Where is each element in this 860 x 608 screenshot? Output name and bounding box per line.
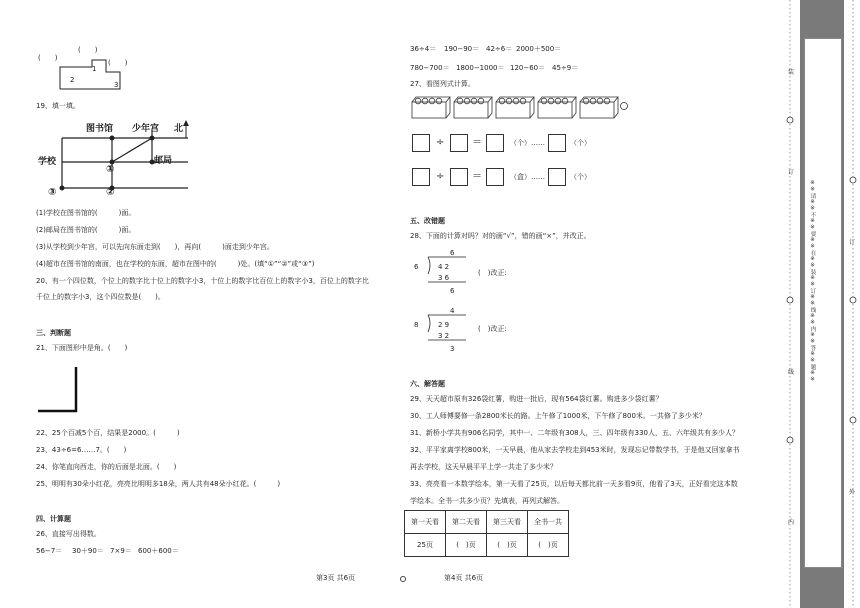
- calc-item: 780−700＝: [410, 64, 450, 72]
- dividend: 4 2: [438, 263, 450, 271]
- unit-label: （个）……: [510, 139, 545, 147]
- calc-item: 45÷9＝: [552, 64, 579, 72]
- q21: 21、下面图形中是角。( ): [36, 344, 128, 352]
- q18-mark: 1: [92, 65, 97, 73]
- correction-note: ( )改正:: [478, 325, 507, 333]
- equals-sign: ＝: [472, 171, 482, 182]
- calc-item: 7×9＝: [110, 547, 132, 555]
- page-number-right: 第4页 共6页: [444, 574, 484, 582]
- answer-box[interactable]: [486, 134, 504, 152]
- answer-box[interactable]: [450, 134, 468, 152]
- q28: 28、下面的计算对吗？对的画“√”，错的画“×”，并改正。: [410, 232, 591, 240]
- map-library: 图书馆: [86, 124, 114, 134]
- binding-mark-install: 装: [788, 69, 795, 76]
- product: 3 6: [438, 274, 450, 282]
- long-division-2: [414, 306, 474, 356]
- calc-item: 30＋90＝: [72, 547, 104, 555]
- binding-mark-inner: 内: [788, 519, 795, 526]
- binding-outer-mark: 外: [849, 489, 856, 496]
- q32-line-2: 再去学校，这天早晨平平上学一共走了多少米？: [410, 463, 557, 471]
- q22: 22、25个百减5个百，结果是2000。( ): [36, 429, 180, 437]
- q19-title: 19、填一填。: [36, 102, 80, 110]
- binding-warning-text: ※※请※※不※※要※※在※※装※※订※※线※※内※※答※※题※※: [809, 180, 816, 383]
- answer-box[interactable]: [412, 168, 430, 186]
- section-3-title: 三、判断题: [36, 329, 71, 337]
- unit-label: （盒）……: [510, 173, 545, 181]
- q18-mark: ( ): [108, 59, 128, 67]
- q20-line-2: 千位上的数字小3，这个四位数是( )。: [36, 293, 165, 301]
- map-north: 北: [174, 124, 184, 134]
- q19-line-2: (2)邮局在图书馆的( )面。: [36, 226, 136, 234]
- binding-dotted-line: [782, 0, 798, 608]
- quotient: 6: [450, 249, 455, 257]
- q29: 29、天天超市原有326袋红薯，购进一批后，现有564袋红薯。购进多少袋红薯？: [410, 395, 663, 403]
- q19-line-4: (4)超市在图书馆的南面，也在学校的东面，超市在图中的( )处。(填“①”“②”或“③”): [36, 260, 315, 268]
- table-cell[interactable]: ( )页: [487, 534, 528, 557]
- table-cell: 25页: [405, 534, 446, 557]
- calc-item: 56−7＝: [36, 547, 63, 555]
- answer-box[interactable]: [548, 134, 566, 152]
- q33-line-2: 学绘本。全书一共多少页？先填表，再列式解答。: [410, 497, 564, 505]
- unit-label: （个）: [570, 173, 591, 181]
- binding-outer-dotted-line: [846, 0, 860, 608]
- map-point-1: ①: [106, 164, 115, 175]
- remainder: 6: [450, 287, 455, 295]
- table-header: 全书一共: [528, 511, 569, 534]
- section-5-title: 五、改错题: [410, 217, 445, 225]
- product: 3 2: [438, 332, 450, 340]
- map-post-office: 邮局: [154, 156, 173, 166]
- table-header: 第二天看: [446, 511, 487, 534]
- map-youth-palace: 少年宫: [132, 124, 160, 134]
- q23: 23、43÷6=6……7。( ): [36, 446, 127, 454]
- q18-mark: 3: [114, 81, 119, 89]
- calc-item: 600＋600＝: [138, 547, 179, 555]
- div-sign: ÷: [436, 171, 445, 182]
- q33-table: [404, 510, 569, 557]
- q32-line-1: 32、平平家离学校800米，一天早晨，他从家去学校走到453米时，发现忘记带数学书，于是他又回家拿书: [410, 446, 740, 454]
- page-number-left: 第3页 共6页: [316, 574, 356, 582]
- q19-line-3: (3)从学校到少年宫，可以先向东面走到( )，再向( )面走到少年宫。: [36, 243, 274, 251]
- q18-mark: 2: [70, 76, 75, 84]
- answer-box[interactable]: [450, 168, 468, 186]
- q24: 24、你笔直向西走，你的后面是北面。( ): [36, 463, 177, 471]
- binding-outer-mark: 订: [849, 239, 856, 246]
- q21-angle-figure: [36, 365, 86, 415]
- dividend: 2 9: [438, 321, 450, 329]
- q27: 27、看图列式计算。: [410, 80, 475, 88]
- center-circle-icon: [399, 575, 407, 583]
- unit-label: （个）: [570, 139, 591, 147]
- div-sign: ÷: [436, 137, 445, 148]
- map-point-2: ②: [106, 187, 115, 198]
- binding-mark-line: 线: [788, 369, 795, 376]
- q18-mark: ( ): [38, 54, 58, 62]
- calc-item: 1800−1000＝: [456, 64, 505, 72]
- long-division-1: [414, 248, 474, 298]
- q25: 25、明明有30朵小红花，亮亮比明明多18朵，两人共有48朵小红花。( ): [36, 480, 281, 488]
- calc-item: 120−60＝: [510, 64, 546, 72]
- map-school: 学校: [38, 157, 57, 167]
- calc-item: 36÷4＝: [410, 45, 437, 53]
- table-cell[interactable]: ( )页: [446, 534, 487, 557]
- table-header: 第三天看: [487, 511, 528, 534]
- answer-box[interactable]: [486, 168, 504, 186]
- q20-line-1: 20、有一个四位数，个位上的数字比十位上的数字小3，十位上的数字比百位上的数字小3，百位上的数字比: [36, 277, 369, 285]
- q18-mark: ( ): [78, 46, 98, 54]
- divisor: 8: [414, 321, 419, 329]
- q26: 26、直接写出得数。: [36, 530, 101, 538]
- table-cell[interactable]: ( )页: [528, 534, 569, 557]
- egg-boxes-figure: [410, 96, 630, 122]
- quotient: 4: [450, 307, 455, 315]
- calc-item: 2000＋500＝: [516, 45, 562, 53]
- map-point-3: ③: [48, 187, 57, 198]
- q30: 30、工人师傅要修一条2800米长的路。上午修了1000米，下午修了800米。一共修了多少米？: [410, 412, 706, 420]
- divisor: 6: [414, 263, 419, 271]
- section-6-title: 六、解答题: [410, 380, 445, 388]
- answer-box[interactable]: [548, 168, 566, 186]
- calc-item: 190−90＝: [444, 45, 480, 53]
- q31: 31、新桥小学共有906名同学，其中一、二年级有308人，三、四年级有330人，五、六年级共有多少人？: [410, 429, 739, 437]
- q33-line-1: 33、亮亮看一本数学绘本，第一天看了25页，以后每天都比前一天多看9页，他看了3天，正好看完这本数: [410, 480, 738, 488]
- remainder: 3: [450, 345, 455, 353]
- q19-line-1: (1)学校在图书馆的( )面。: [36, 209, 136, 217]
- answer-box[interactable]: [412, 134, 430, 152]
- correction-note: ( )改正:: [478, 269, 507, 277]
- equals-sign: ＝: [472, 137, 482, 148]
- calc-item: 42÷6＝: [486, 45, 513, 53]
- binding-mark-order: 订: [788, 169, 795, 176]
- table-header: 第一天看: [405, 511, 446, 534]
- section-4-title: 四、计算题: [36, 515, 71, 523]
